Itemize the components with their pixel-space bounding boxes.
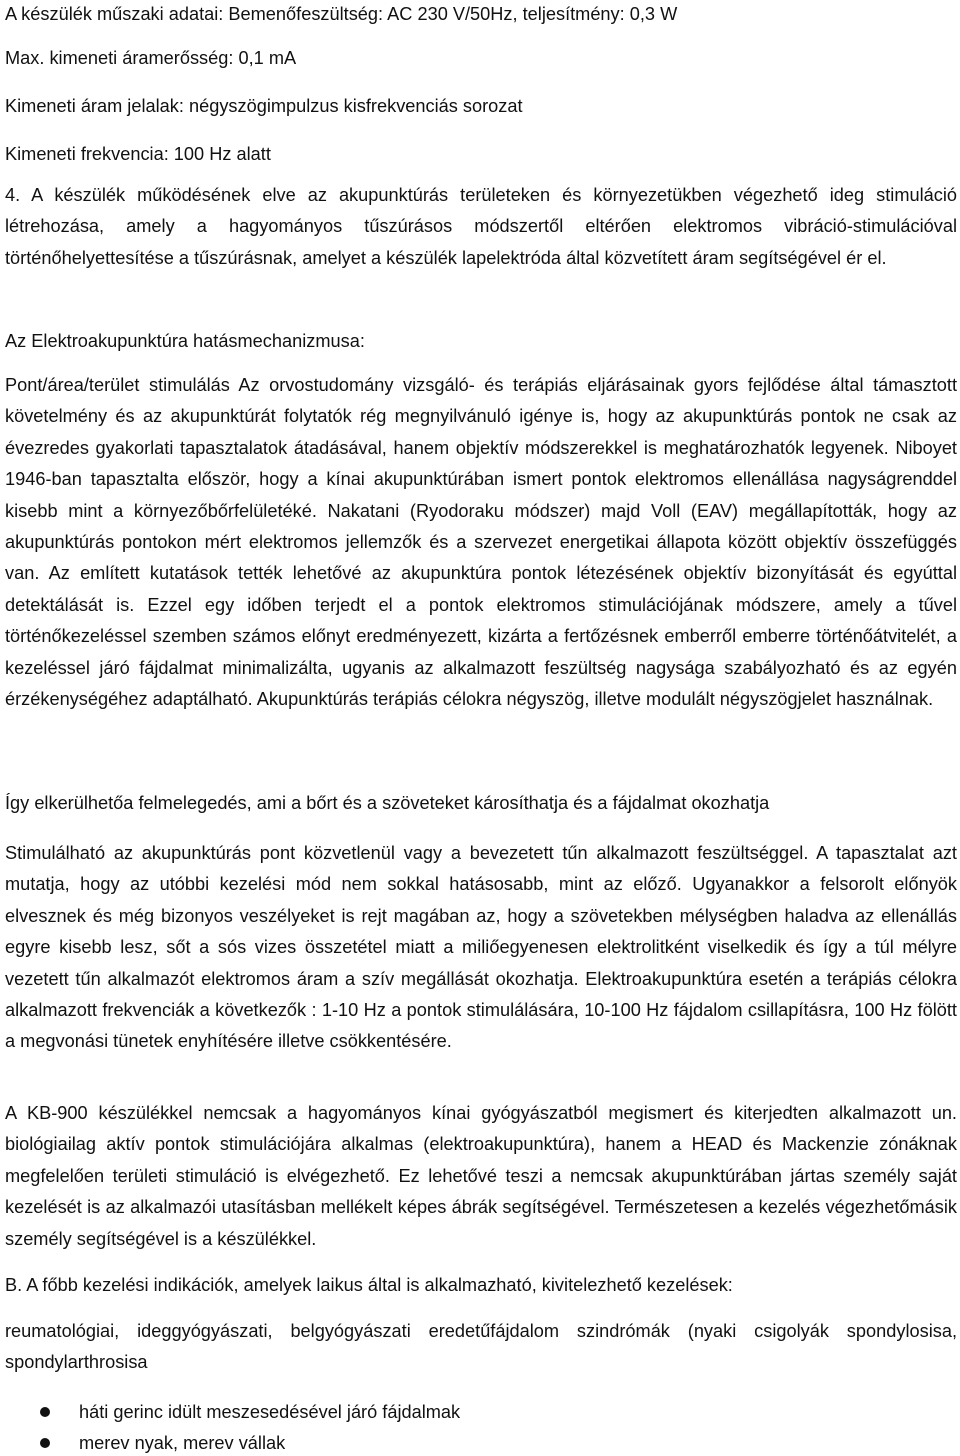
bullet-item-2: merev nyak, merev vállak [79, 1433, 286, 1453]
bullet-dot-2 [40, 1438, 50, 1448]
spec-input-line: A készülék műszaki adatai: Bemenőfeszültség: AC 230 V/50Hz, teljesítmény: 0,3 W [5, 4, 678, 24]
mechanism-paragraph: Pont/área/terület stimulálás Az orvostudomány vizsgáló- és terápiás eljárásainak gyors fejlődése által támasztott követelmény és az akupunktúrát folytatók rég megnyilvánuló igénye is, hogy az akupunktúrás pontok ne csak az évezredes gyakorlati tapasztalatok átadásával, hanem objektív módszerekkel is meghatározhatók legyenek. Niboyet 1946-ban tapasztalta először, hogy a kínai akupunktúrában ismert pontok elektromos ellenállása nagyságrenddel kisebb mint a környezőbőrfelületéké. Nakatani (Ryodoraku módszer) majd Voll (EAV) megállapították, hogy az akupunktúrás pontokon mért elektromos jellemzők és a szervezet energetikai állapota között objektív összefüggés van. Az említett kutatások tették lehetővé az akupunktúra pontok létezésének objektív bizonyítását és egyúttal detektálását is. Ezzel egy időben terjedt el a pontok elektromos stimulációjának módszere, amely a tűvel történőkezeléssel szemben számos előnyt eredményezett, kizárta a fertőzésnek emberről emberre történőátvitelét, a kezeléssel járó fájdalmat minimalizálta, ugyanis az alkalmazott feszültség nagysága szabályozható és az egyén érzékenységéhez adaptálható. Akupunktúrás terápiás célokra négyszög, illetve modulált négyszögjelet használnak. [5, 375, 957, 710]
spec-frequency-line: Kimeneti frekvencia: 100 Hz alatt [5, 144, 271, 164]
kb900-paragraph: A KB-900 készülékkel nemcsak a hagyományos kínai gyógyászatból megismert és kiterjedten alkalmazott un. biológiailag aktív pontok stimulációjára alkalmas (elektroakupunktúra), hanem a HEAD és Mackenzie zónáknak megfelelően területi stimuláció is elvégezhető. Ez lehetővé teszi a nemcsak akupunktúrában jártas személy saját kezelését is az alkalmazói utasításban mellékelt képes ábrák segítségével. Természetesen a kezelés végezhetőmásik személy segítségével is a készülékkel. [5, 1103, 957, 1249]
avoid-paragraph: Így elkerülhetőa felmelegedés, ami a bőrt és a szöveteket károsíthatja és a fájdalmat okozhatja [5, 793, 770, 813]
bullet-dot-1 [40, 1407, 50, 1417]
principle-paragraph: 4. A készülék működésének elve az akupunktúrás területeken és környezetükben végezhető ideg stimuláció létrehozása, amely a hagyományos tűszúrásos módszertől eltérően elektromos vibráció-stimulációval történőhelyettesítése a tűszúrásnak, amelyet a készülék lapelektróda által közvetített áram segítségével ér el. [5, 185, 957, 268]
stimulation-paragraph: Stimulálható az akupunktúrás pont közvetlenül vagy a bevezetett tűn alkalmazott feszültséggel. A tapasztalat azt mutatja, hogy az utóbbi kezelési mód nem sokkal hatásosabb, mint az előző. Ugyanakkor a felsorolt előnyök elvesznek és még bizonyos veszélyeket is rejt magában az, hogy a szövetekben mélységben haladva az ellenállás egyre kisebb lesz, sőt a sós vizes összetétel miatt a miliőegyenesen elektrolitként viselkedik és így a túl mélyre vezetett tűn alkalmazót elektromos áram a szív megállását okozhatja. Elektroakupunktúra esetén a terápiás célokra alkalmazott frekvenciák a következők : 1-10 Hz a pontok stimulálására, 10-100 Hz fájdalom csillapításra, 100 Hz fölött a megvonási tünetek enyhítésére illetve csökkentésére. [5, 843, 957, 1052]
bullet-item-1: háti gerinc idült meszesedésével járó fájdalmak [79, 1402, 461, 1422]
spec-signal-line: Kimeneti áram jelalak: négyszögimpulzus kisfrekvenciás sorozat [5, 96, 523, 116]
spec-max-current-line: Max. kimeneti áramerősség: 0,1 mA [5, 48, 297, 68]
section-b-heading: B. A főbb kezelési indikációk, amelyek laikus által is alkalmazható, kivitelezhető kezelések: [5, 1275, 733, 1295]
rheumatology-paragraph: reumatológiai, ideggyógyászati, belgyógyászati eredetűfájdalom szindrómák (nyaki csigolyák spondylosisa, spondylarthrosisa [5, 1321, 957, 1373]
mechanism-heading: Az Elektroakupunktúra hatásmechanizmusa: [5, 331, 365, 351]
